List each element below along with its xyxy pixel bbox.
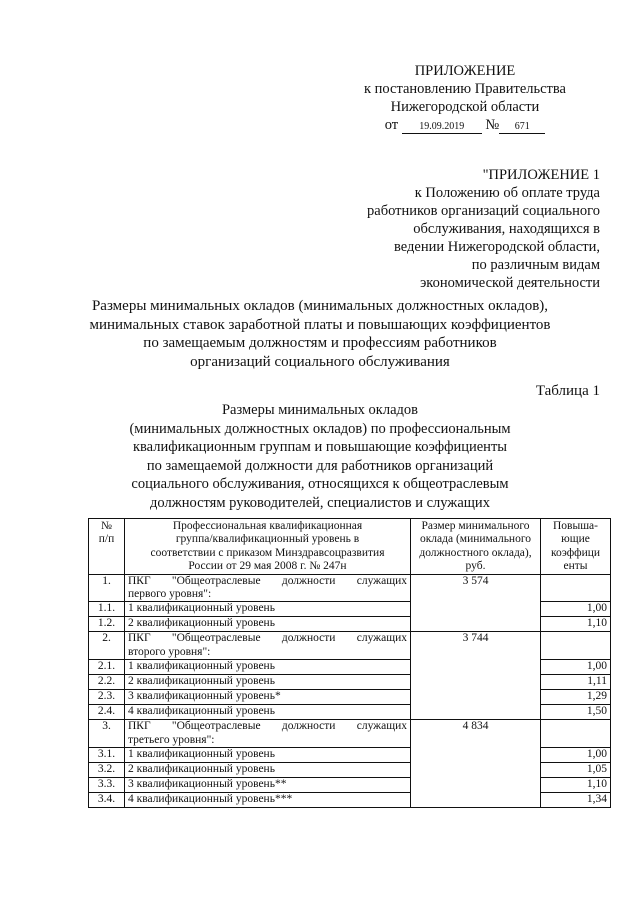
group-coef-empty: [541, 632, 611, 660]
level-name: 3 квалификационный уровень**: [125, 778, 411, 793]
appendix-1-title: "ПРИЛОЖЕНИЕ 1: [482, 167, 600, 183]
group-name-line: первого уровня":: [128, 588, 212, 601]
appendix-1-line: к Положению об оплате труда: [414, 185, 600, 201]
group-num: 2.: [89, 632, 125, 660]
group-row: [89, 632, 611, 660]
header-salary-line: должностного оклада),: [419, 546, 532, 559]
group-name-line: ПКГ "Общеотраслевые должности служащих: [128, 574, 407, 587]
header-salary-line: руб.: [465, 560, 486, 573]
salary-table: [88, 518, 611, 808]
main-title-line: организаций социального обслуживания: [190, 353, 450, 370]
number-prefix: №: [485, 117, 500, 133]
header-coef-line: Повыша-: [552, 520, 598, 532]
appendix-date-row: [350, 116, 580, 134]
level-name: 3 квалификационный уровень*: [125, 690, 411, 705]
group-name-line: второго уровня":: [128, 645, 211, 658]
group-num: 3.: [89, 720, 125, 748]
group-salary: 4 834: [411, 720, 541, 808]
table-title-line: по замещаемой должности для работников организаций: [146, 457, 494, 474]
level-num: 3.1.: [89, 748, 125, 763]
level-coef: 1,34: [541, 793, 611, 808]
appendix-title: ПРИЛОЖЕНИЕ: [414, 63, 516, 79]
level-num: 2.2.: [89, 675, 125, 690]
group-coef-empty: [541, 720, 611, 748]
appendix-1-line: по различным видам: [471, 257, 600, 273]
level-name: 1 квалификационный уровень: [125, 660, 411, 675]
level-name: 1 квалификационный уровень: [125, 748, 411, 763]
level-name: 1 квалификационный уровень: [125, 602, 411, 617]
level-num: 3.4.: [89, 793, 125, 808]
date-value: 19.09.2019: [402, 121, 482, 134]
table-header-row: [89, 519, 611, 575]
header-num: [89, 519, 125, 575]
level-name: 2 квалификационный уровень: [125, 763, 411, 778]
header-coef-line: коэффици: [550, 546, 601, 559]
level-coef: 1,50: [541, 705, 611, 720]
table-label: Таблица 1: [535, 383, 600, 399]
level-num: 2.4.: [89, 705, 125, 720]
group-name-line: третьего уровня":: [128, 733, 215, 746]
table-title-line: должностям руководителей, специалистов и служащих: [150, 494, 490, 511]
appendix-1-header: [345, 166, 600, 292]
level-num: 2.3.: [89, 690, 125, 705]
level-coef: 1,00: [541, 602, 611, 617]
level-coef: 1,29: [541, 690, 611, 705]
appendix-header: [350, 62, 580, 134]
level-coef: 1,05: [541, 763, 611, 778]
level-coef: 1,10: [541, 778, 611, 793]
group-name: [125, 574, 411, 602]
table-title-line: квалификационным группам и повышающие коэффициенты: [132, 439, 508, 455]
group-row: [89, 574, 611, 602]
level-name: 4 квалификационный уровень***: [125, 793, 411, 808]
header-name-line: соответствии с приказом Минздравсоцразвития: [150, 546, 385, 559]
appendix-1-line: экономической деятельности: [420, 275, 600, 291]
level-name: 2 квалификационный уровень: [125, 675, 411, 690]
group-name-line: ПКГ "Общеотраслевые должности служащих: [128, 720, 407, 733]
appendix-line-2: Нижегородской области: [390, 99, 540, 115]
date-prefix: от: [384, 117, 399, 133]
level-num: 1.2.: [89, 617, 125, 632]
table-title-line: Размеры минимальных окладов: [221, 402, 418, 418]
main-title: [80, 297, 560, 371]
level-coef: 1,00: [541, 660, 611, 675]
header-coef-line: ющие: [561, 533, 590, 546]
level-num: 1.1.: [89, 602, 125, 617]
level-name: 4 квалификационный уровень: [125, 705, 411, 720]
level-coef: 1,00: [541, 748, 611, 763]
group-salary: 3 744: [411, 632, 541, 720]
header-name-line: группа/квалификационный уровень в: [175, 533, 360, 546]
group-name: [125, 632, 411, 660]
group-coef-empty: [541, 574, 611, 602]
group-salary: 3 574: [411, 574, 541, 632]
header-coef: [541, 519, 611, 575]
group-row: [89, 720, 611, 748]
header-salary-line: Размер минимального: [421, 520, 530, 532]
header-salary: [411, 519, 541, 575]
header-num-line: п/п: [98, 533, 115, 546]
group-num: 1.: [89, 574, 125, 602]
header-name-line: Профессиональная квалификационная: [172, 520, 363, 532]
level-coef: 1,11: [541, 675, 611, 690]
level-name: 2 квалификационный уровень: [125, 617, 411, 632]
appendix-1-line: ведении Нижегородской области,: [394, 239, 600, 255]
header-coef-line: енты: [563, 560, 588, 573]
level-coef: 1,10: [541, 617, 611, 632]
header-salary-line: оклада (минимального: [419, 533, 532, 546]
appendix-1-line: обслуживания, находящихся в: [413, 221, 600, 237]
number-value: 671: [499, 121, 545, 134]
header-name-line: России от 29 мая 2008 г. № 247н: [188, 560, 347, 573]
table-title: [120, 401, 520, 512]
main-title-line: минимальных ставок заработной платы и повышающих коэффициентов: [89, 316, 551, 333]
appendix-line-1: к постановлению Правительства: [364, 81, 566, 97]
main-title-line: Размеры минимальных окладов (минимальных должностных окладов),: [91, 298, 549, 314]
table-title-line: (минимальных должностных окладов) по профессиональным: [129, 420, 511, 437]
header-name: [125, 519, 411, 575]
group-name: [125, 720, 411, 748]
group-name-line: ПКГ "Общеотраслевые должности служащих: [128, 632, 407, 645]
header-num-line: №: [101, 520, 112, 532]
level-num: 3.2.: [89, 763, 125, 778]
level-num: 2.1.: [89, 660, 125, 675]
table-title-line: социального обслуживания, относящихся к общеотраслевым: [131, 476, 509, 492]
appendix-1-line: работников организаций социального: [367, 203, 600, 219]
main-title-line: по замещаемым должностям и профессиям работников: [143, 335, 497, 351]
level-num: 3.3.: [89, 778, 125, 793]
